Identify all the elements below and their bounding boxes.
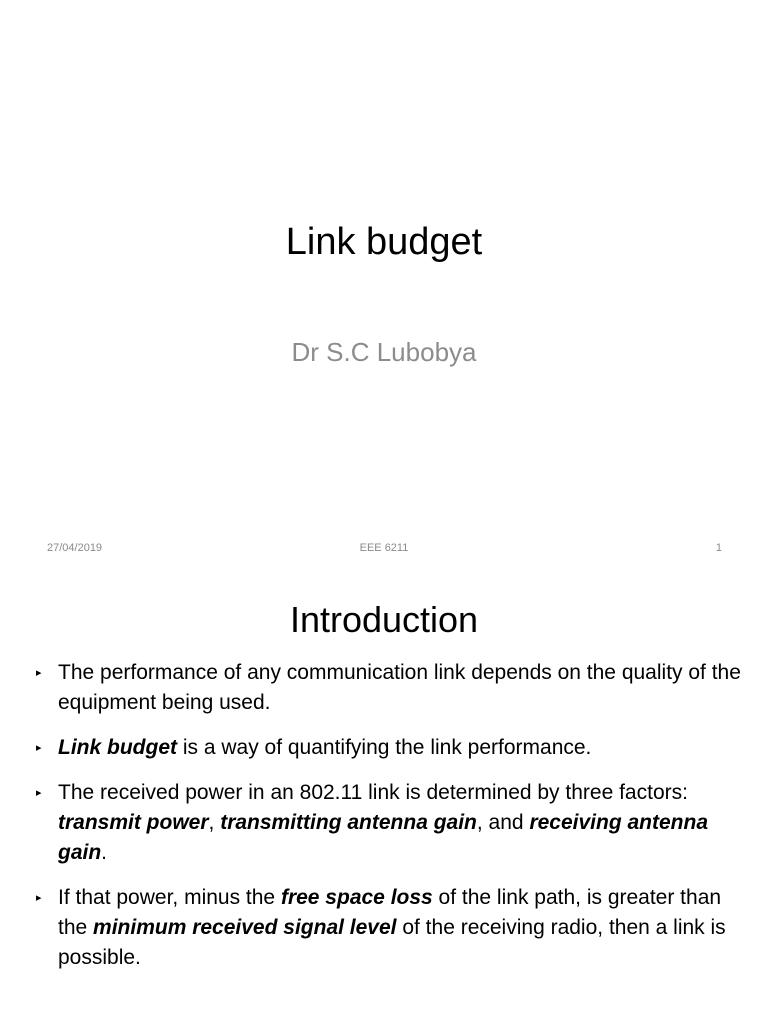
- bullet-list: [34, 658, 744, 988]
- bullet-text: ,: [208, 811, 221, 834]
- intro-title: Introduction: [289, 599, 479, 640]
- bullet-arrow-icon: ▸: [36, 742, 42, 754]
- bullet-arrow-icon: ▸: [36, 892, 42, 904]
- emphasized-term: minimum received signal level: [93, 916, 397, 939]
- bullet-text: The received power in an 802.11 link is determined by three factors:: [58, 781, 688, 804]
- slide-title: Link budget: [285, 221, 483, 263]
- emphasized-term: Link budget: [58, 736, 177, 759]
- bullet-item: [34, 658, 744, 718]
- bullet-text: is a way of quantifying the link performance.: [177, 736, 592, 759]
- bullet-item: [34, 778, 744, 868]
- emphasized-term: receiving antenna gain: [58, 811, 708, 864]
- bullet-arrow-icon: ▸: [36, 787, 42, 799]
- emphasized-term: free space loss: [280, 886, 433, 909]
- footer-page-number: 1: [715, 542, 722, 554]
- bullet-item: [34, 733, 744, 763]
- emphasized-term: transmitting antenna gain: [220, 811, 477, 834]
- bullet-text: If that power, minus the: [58, 886, 281, 909]
- bullet-text: of the receiving radio, then a link is possible.: [58, 916, 726, 969]
- emphasized-term: transmit power: [58, 811, 209, 834]
- bullet-text: of the link path, is greater than the: [58, 886, 722, 939]
- bullet-text: The performance of any communication link depends on the quality of the equipment being used.: [58, 661, 741, 714]
- footer-date: 27/04/2019: [47, 542, 103, 554]
- bullet-text: .: [101, 841, 108, 864]
- bullet-text: , and: [476, 811, 530, 834]
- bullet-item: [34, 883, 744, 973]
- introduction-slide: [0, 576, 768, 1024]
- slide-subtitle: Dr S.C Lubobya: [291, 337, 477, 367]
- bullet-arrow-icon: ▸: [36, 667, 42, 679]
- footer-course-code: EEE 6211: [359, 542, 409, 554]
